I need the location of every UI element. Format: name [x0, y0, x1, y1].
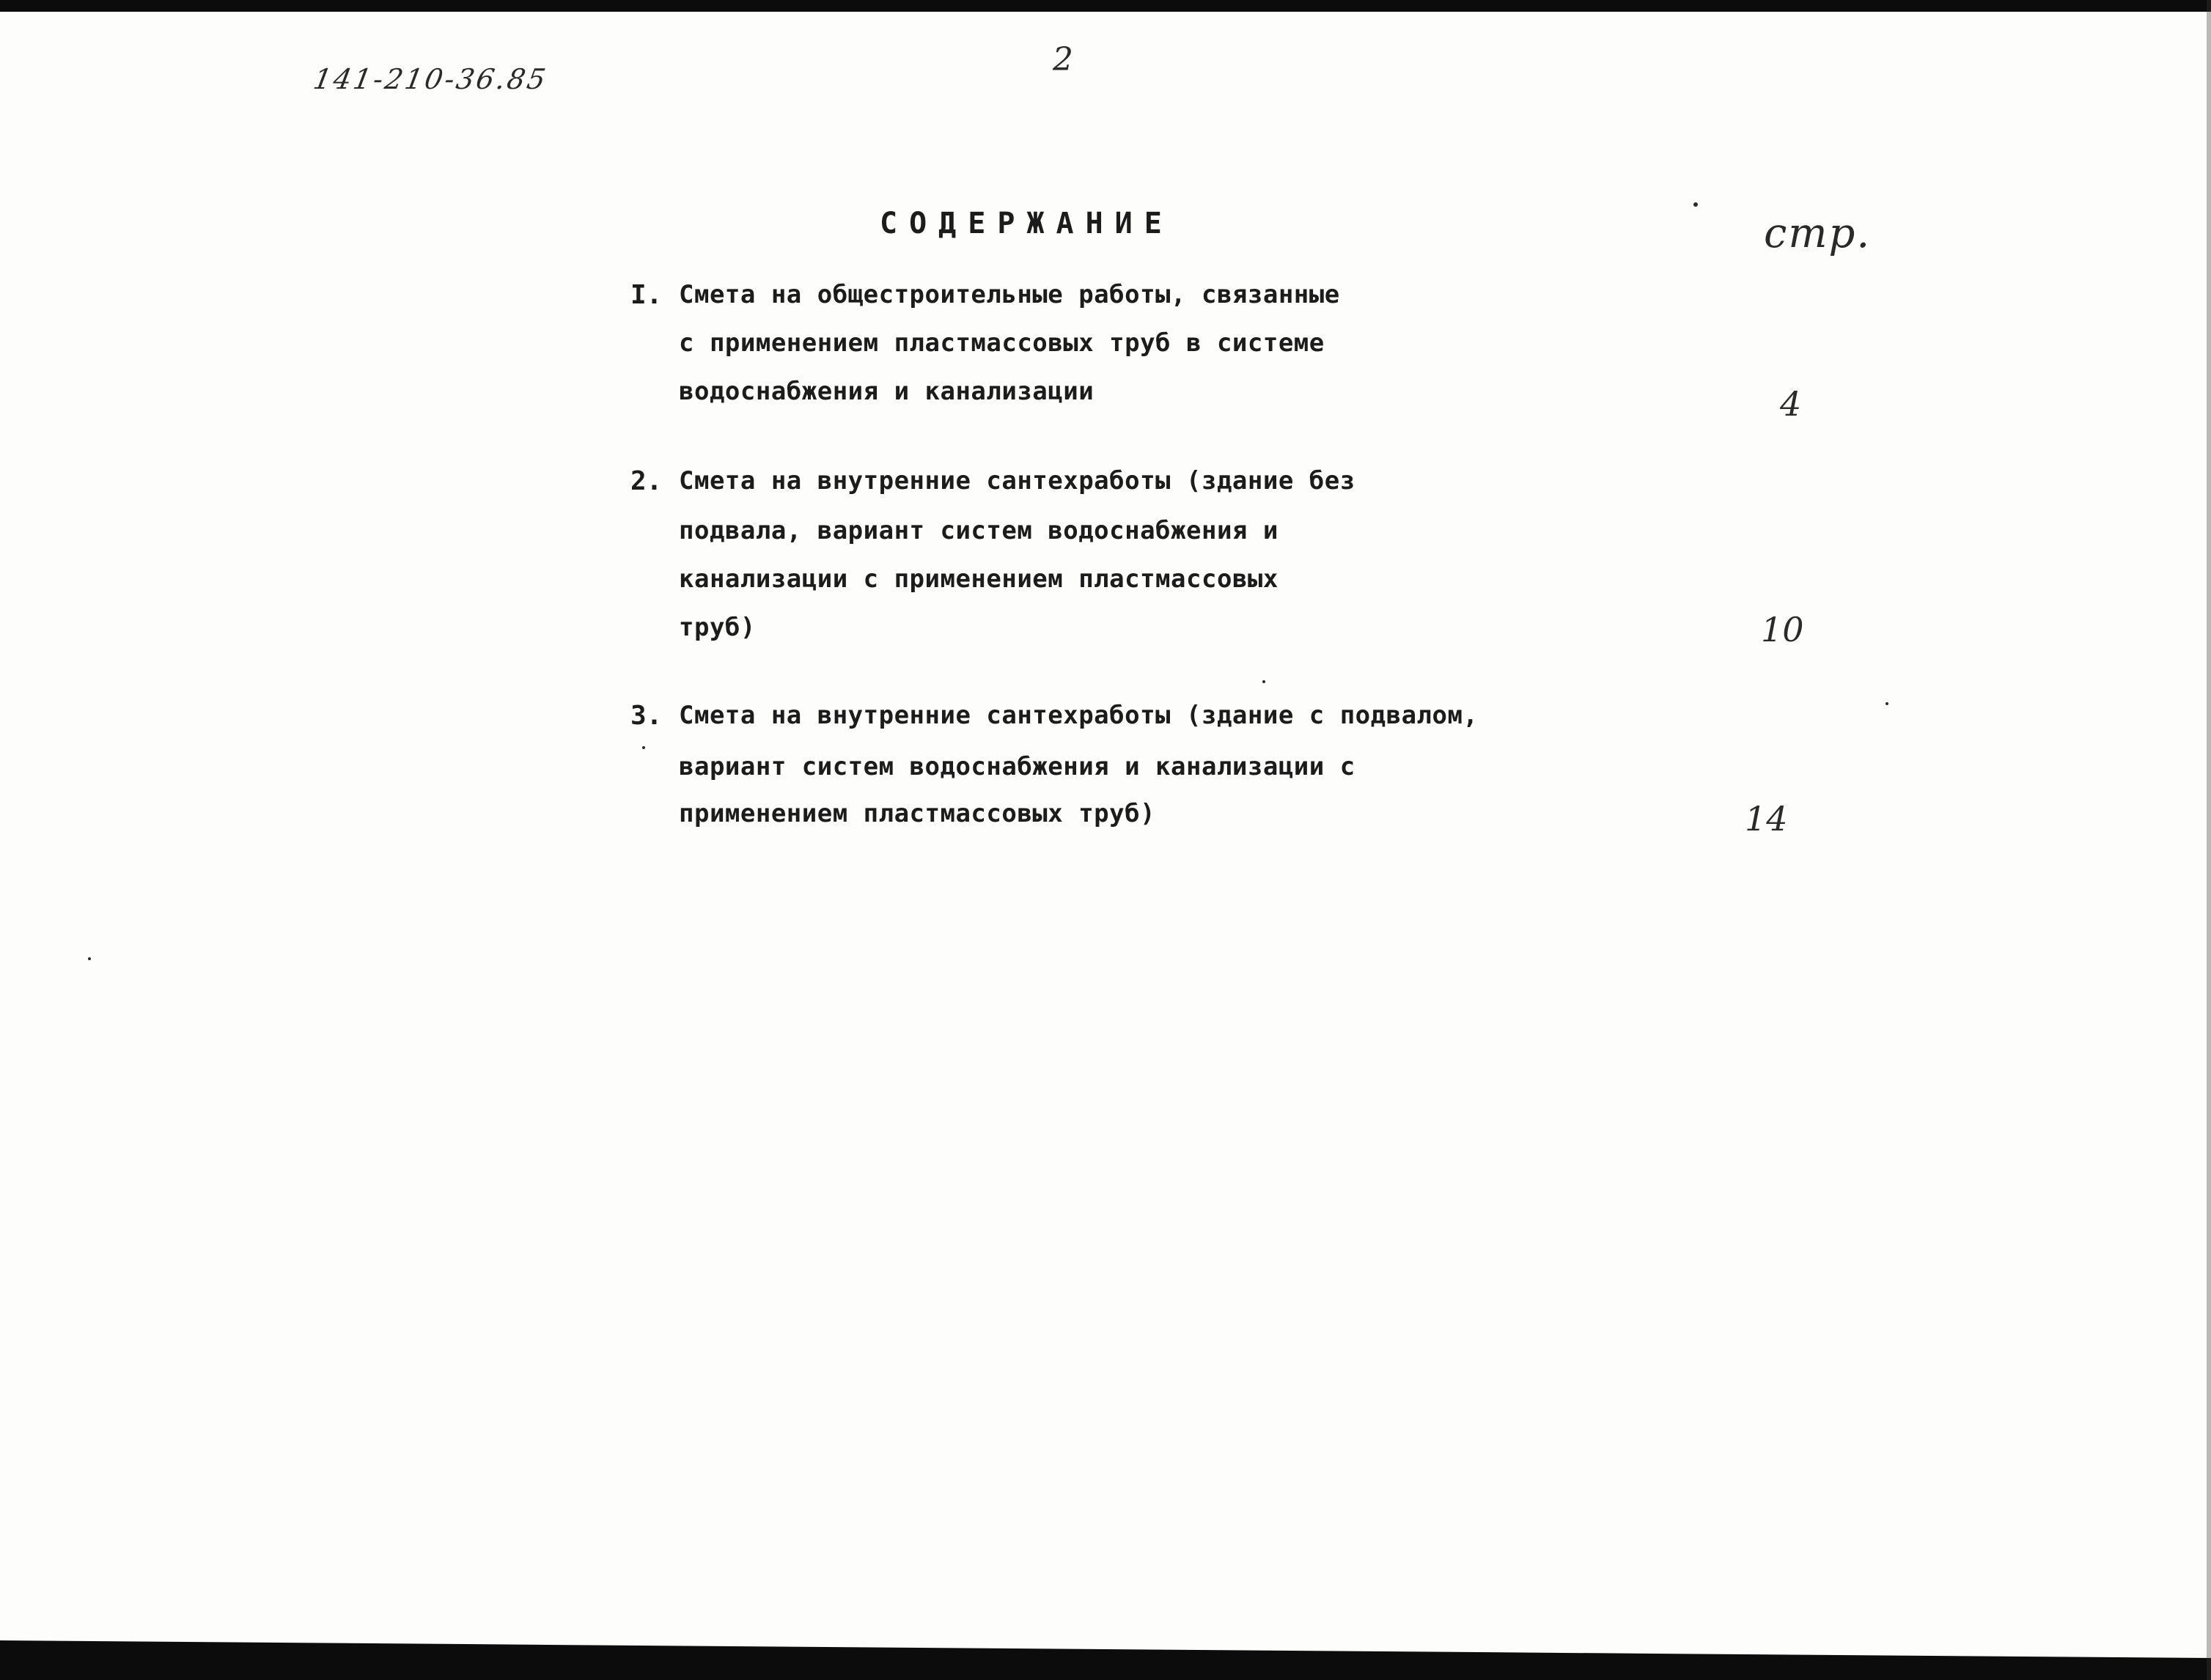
- entry-line: труб): [679, 613, 756, 642]
- entry-line: Смета на внутренние сантехработы (здание без: [679, 466, 1355, 495]
- page-column-header: стр.: [1764, 210, 1872, 257]
- entry-line: Смета на общестроительные работы, связанные: [679, 280, 1340, 309]
- document-code: 141-210-36.85: [311, 63, 551, 95]
- entry-page-number: 14: [1745, 799, 1788, 839]
- scan-bottom-border: [0, 1658, 2211, 1680]
- scan-top-border: [0, 0, 2211, 12]
- page-number: 2: [1053, 41, 1073, 78]
- scan-speck: [1262, 680, 1265, 683]
- entry-line: подвала, вариант систем водоснабжения и: [679, 516, 1279, 545]
- entry-line: Смета на внутренние сантехработы (здание с подвалом,: [679, 701, 1479, 730]
- entry-line: применением пластмассовых труб): [679, 799, 1156, 828]
- entry-number: 2.: [630, 466, 663, 496]
- entry-line: с применением пластмассовых труб в системе: [679, 328, 1325, 358]
- scan-bottom-border-wedge: [0, 1640, 2211, 1658]
- entry-line: вариант систем водоснабжения и канализации с: [679, 752, 1355, 781]
- entry-line: водоснабжения и канализации: [679, 377, 1095, 406]
- page-title: СОДЕРЖАНИЕ: [880, 207, 1174, 240]
- entry-number: I.: [630, 280, 663, 310]
- entry-line: канализации с применением пластмассовых: [679, 564, 1279, 594]
- scan-speck: [88, 957, 91, 960]
- entry-page-number: 4: [1780, 384, 1802, 424]
- scan-speck: [1693, 202, 1698, 207]
- entry-page-number: 10: [1761, 610, 1804, 649]
- scan-speck: [642, 746, 645, 749]
- scan-speck: [1886, 702, 1888, 705]
- scan-right-border: [2207, 0, 2211, 1680]
- entry-number: 3.: [630, 701, 663, 731]
